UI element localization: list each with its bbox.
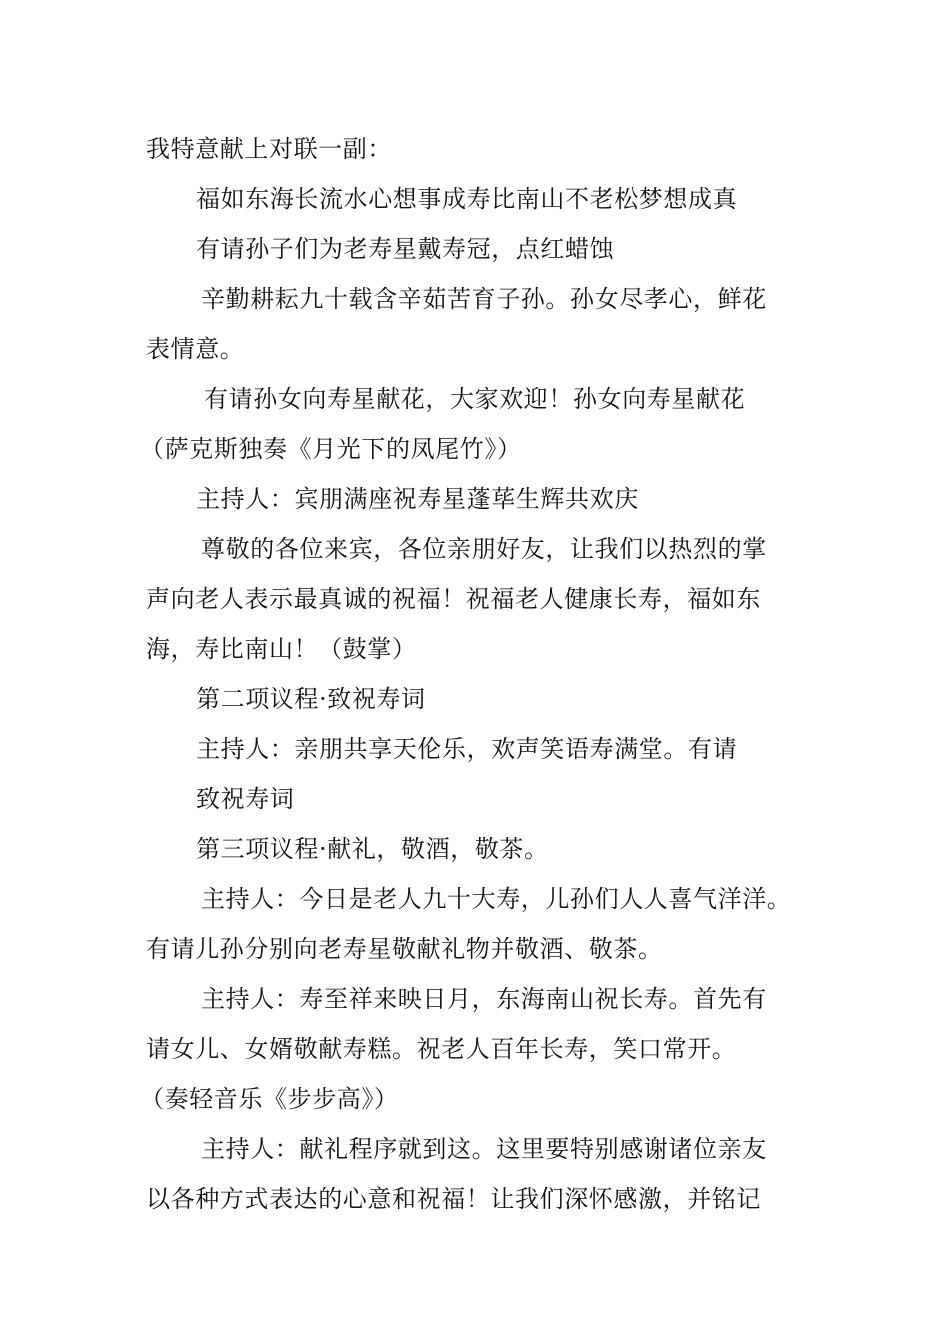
text-line-15: 第三项议程·献礼，敬酒，敬茶。	[196, 835, 549, 863]
text-line-13: 主持人：亲朋共享天伦乐，欢声笑语寿满堂。有请	[196, 735, 738, 763]
text-line-7: （萨克斯独奏《月光下的凤尾竹》）	[140, 435, 522, 463]
text-line-17: 有请儿孙分别向老寿星敬献礼物并敬酒、敬茶。	[146, 935, 663, 963]
text-line-16: 主持人：今日是老人九十大寿，儿孙们人人喜气洋洋。	[201, 885, 792, 913]
text-line-3: 有请孙子们为老寿星戴寿冠，点红蜡蚀	[196, 235, 615, 263]
text-line-4: 辛勤耕耘九十载含辛茹苦育子孙。孙女尽孝心，鲜花	[201, 285, 767, 313]
text-line-20: （奏轻音乐《步步高》）	[140, 1085, 399, 1113]
text-line-10: 声向老人表示最真诚的祝福！祝福老人健康长寿，福如东	[146, 585, 761, 613]
text-line-12: 第二项议程·致祝寿词	[196, 685, 426, 713]
text-line-18: 主持人：寿至祥来映日月，东海南山祝长寿。首先有	[201, 985, 767, 1013]
text-line-6: 有请孙女向寿星献花，大家欢迎！孙女向寿星献花	[204, 385, 746, 413]
text-line-9: 尊敬的各位来宾，各位亲朋好友，让我们以热烈的掌	[201, 535, 767, 563]
text-line-1: 我特意献上对联一副：	[146, 135, 392, 163]
text-line-19: 请女儿、女婿敬献寿糕。祝老人百年长寿，笑口常开。	[146, 1035, 737, 1063]
text-line-2: 福如东海长流水心想事成寿比南山不老松梦想成真	[196, 185, 738, 213]
text-line-8: 主持人：宾朋满座祝寿星蓬荜生辉共欢庆	[196, 485, 639, 513]
text-line-21: 主持人：献礼程序就到这。这里要特别感谢诸位亲友	[201, 1135, 767, 1163]
text-line-22: 以各种方式表达的心意和祝福！让我们深怀感激，并铭记	[146, 1185, 761, 1213]
text-line-11: 海，寿比南山！（鼓掌）	[146, 635, 417, 663]
text-line-14: 致祝寿词	[196, 785, 295, 813]
text-line-5: 表情意。	[146, 335, 245, 363]
